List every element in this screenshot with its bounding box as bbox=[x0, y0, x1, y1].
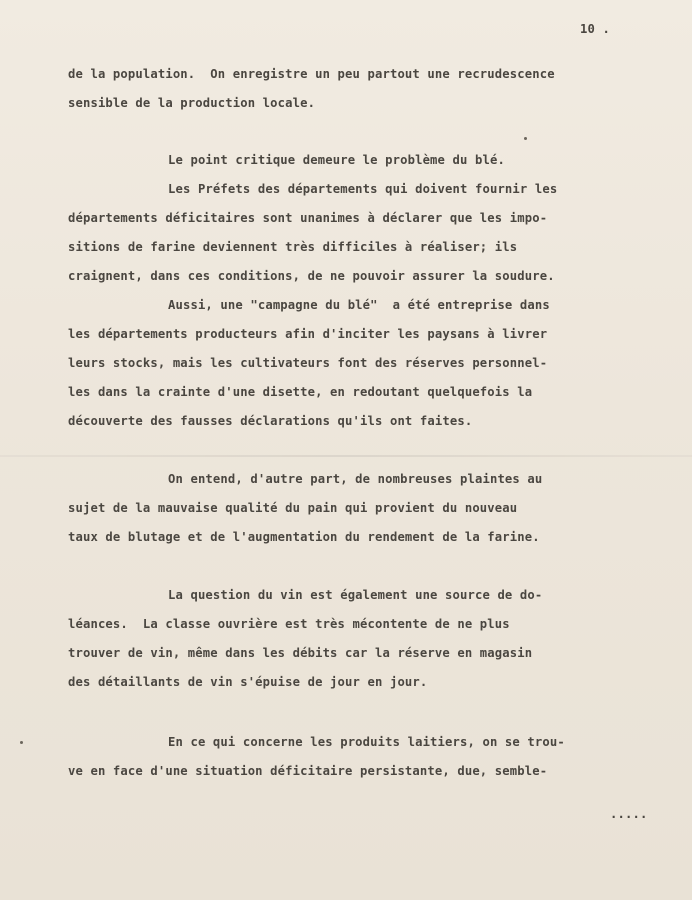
text-line: Aussi, une "campagne du blé" a été entreprise dans bbox=[168, 298, 550, 312]
text-line: craignent, dans ces conditions, de ne pouvoir assurer la soudure. bbox=[68, 269, 555, 283]
text-line: départements déficitaires sont unanimes à déclarer que les impo- bbox=[68, 211, 548, 225]
ink-speck bbox=[20, 741, 23, 744]
text-line: Le point critique demeure le problème du blé. bbox=[168, 153, 505, 167]
text-line: découverte des fausses déclarations qu'ils ont faites. bbox=[68, 414, 473, 428]
text-line: des détaillants de vin s'épuise de jour en jour. bbox=[68, 675, 428, 689]
text-line: sensible de la production locale. bbox=[68, 96, 316, 110]
ink-speck bbox=[524, 137, 527, 140]
text-line: les départements producteurs afin d'inciter les paysans à livrer bbox=[68, 327, 548, 341]
text-line: sujet de la mauvaise qualité du pain qui provient du nouveau bbox=[68, 501, 518, 515]
text-line: ve en face d'une situation déficitaire persistante, due, semble- bbox=[68, 764, 548, 778]
text-line: Les Préfets des départements qui doivent fournir les bbox=[168, 182, 558, 196]
paper-fold bbox=[0, 455, 692, 457]
text-line: léances. La classe ouvrière est très mécontente de ne plus bbox=[68, 617, 510, 631]
text-line: En ce qui concerne les produits laitiers, on se trou- bbox=[168, 735, 565, 749]
text-line: de la population. On enregistre un peu partout une recrudescence bbox=[68, 67, 555, 81]
page-number: 10 . bbox=[580, 22, 610, 36]
continuation-dots: ..... bbox=[610, 807, 648, 821]
text-line: La question du vin est également une source de do- bbox=[168, 588, 543, 602]
text-line: taux de blutage et de l'augmentation du rendement de la farine. bbox=[68, 530, 540, 544]
text-line: trouver de vin, même dans les débits car la réserve en magasin bbox=[68, 646, 533, 660]
text-line: sitions de farine deviennent très difficiles à réaliser; ils bbox=[68, 240, 518, 254]
text-line: leurs stocks, mais les cultivateurs font des réserves personnel- bbox=[68, 356, 548, 370]
text-line: On entend, d'autre part, de nombreuses plaintes au bbox=[168, 472, 543, 486]
text-line: les dans la crainte d'une disette, en redoutant quelquefois la bbox=[68, 385, 533, 399]
